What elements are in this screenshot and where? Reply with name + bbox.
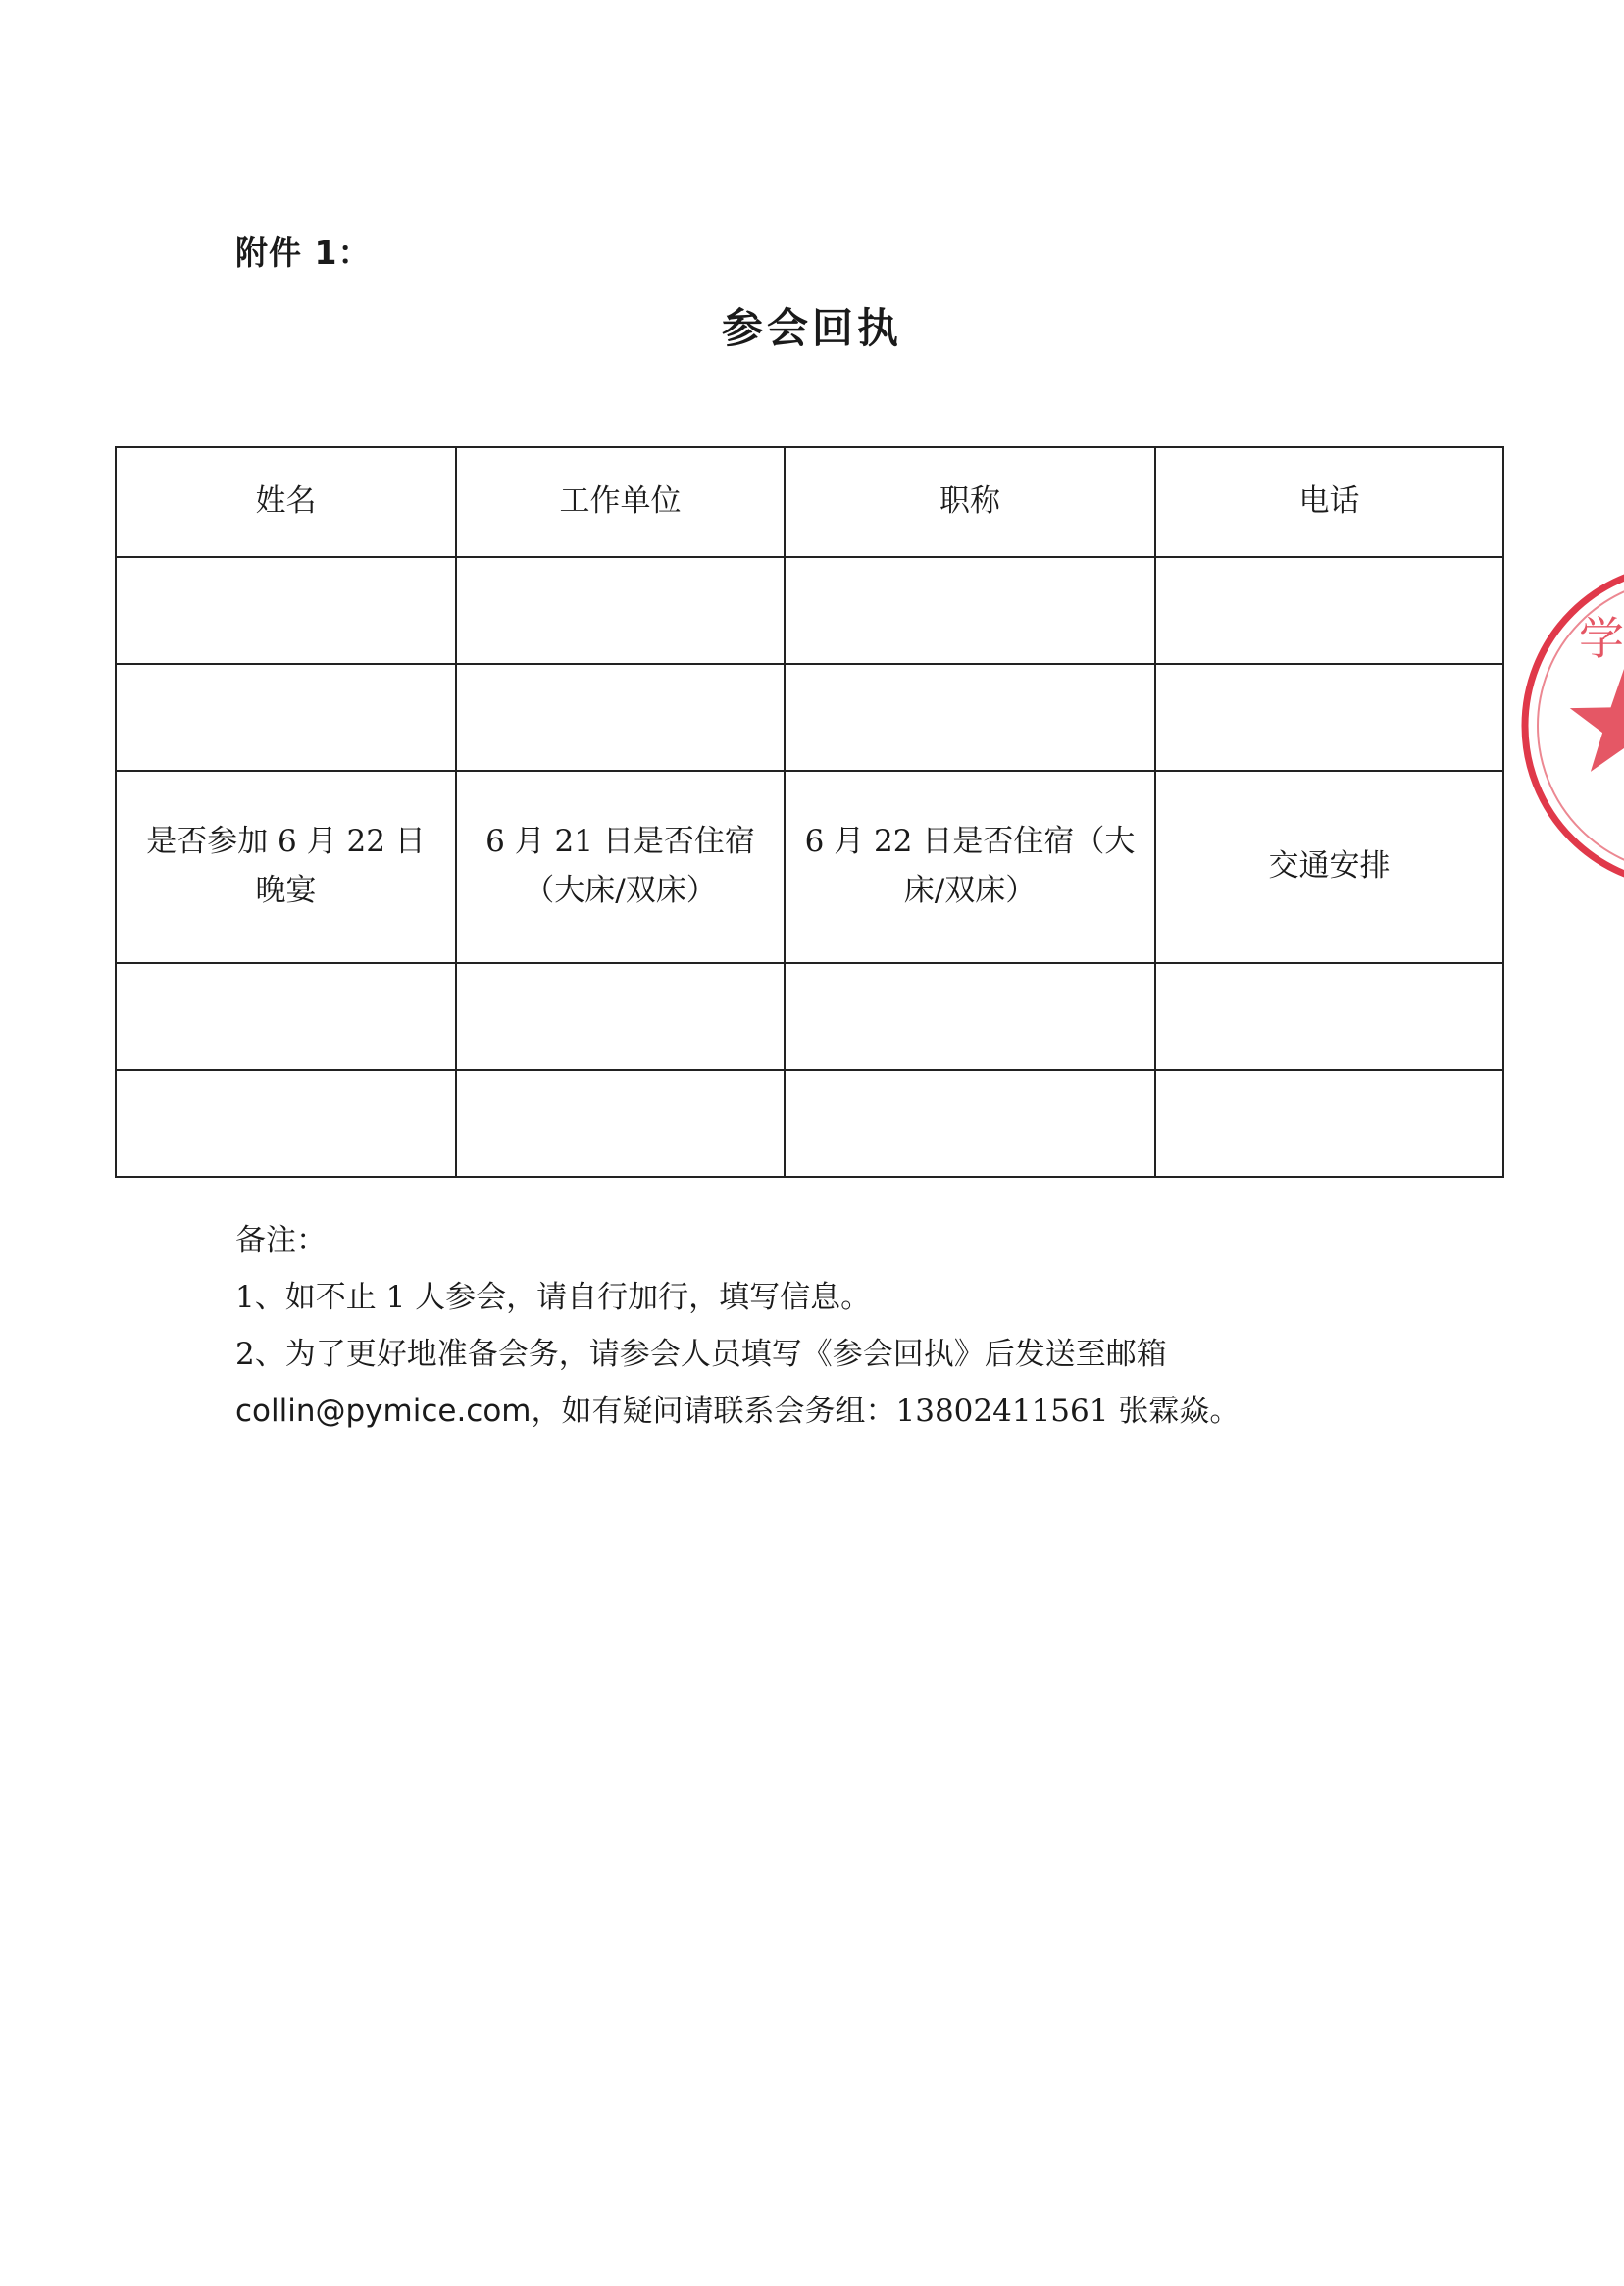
blank-cell[interactable]	[1155, 557, 1503, 664]
question-dinner	[116, 771, 456, 963]
notes-heading: 备注：	[235, 1223, 327, 1258]
question-lodging-22	[785, 771, 1155, 963]
blank-cell[interactable]	[116, 557, 456, 664]
table-row	[116, 664, 1503, 771]
question-row	[116, 771, 1503, 963]
header-job-title: 职称	[785, 447, 1155, 557]
notes-line-3	[235, 1383, 1240, 1440]
receipt-table	[115, 446, 1504, 1178]
header-name: 姓名	[116, 447, 456, 557]
attachment-label: 附件 1：	[235, 233, 372, 272]
table-row	[116, 963, 1503, 1070]
question-lodging-21	[456, 771, 785, 963]
question-transport	[1155, 771, 1503, 963]
blank-cell[interactable]	[785, 557, 1155, 664]
contact-email: collin@pymice.com	[235, 1394, 532, 1429]
blank-cell[interactable]	[116, 1070, 456, 1177]
table-row	[116, 557, 1503, 664]
document-title: 参会回执	[721, 304, 902, 352]
blank-cell[interactable]	[456, 557, 785, 664]
blank-cell[interactable]	[456, 1070, 785, 1177]
notes-section	[235, 1212, 1240, 1440]
notes-line-2: 2、为了更好地准备会务，请参会人员填写《参会回执》后发送至邮箱	[235, 1337, 1167, 1372]
question-line: 6 月 22 日是否住宿（大	[804, 824, 1136, 860]
blank-cell[interactable]	[785, 664, 1155, 771]
blank-cell[interactable]	[1155, 963, 1503, 1070]
official-seal	[1518, 554, 1624, 897]
seal-text: 学	[1579, 612, 1624, 665]
question-line: （大床/双床）	[524, 873, 717, 908]
seal-icon	[1518, 554, 1624, 897]
blank-cell[interactable]	[785, 1070, 1155, 1177]
table-header-row	[116, 447, 1503, 557]
notes-line-1: 1、如不止 1 人参会，请自行加行，填写信息。	[235, 1280, 872, 1315]
blank-cell[interactable]	[116, 664, 456, 771]
blank-cell[interactable]	[1155, 664, 1503, 771]
question-line: 6 月 21 日是否住宿	[485, 824, 755, 860]
table-row	[116, 1070, 1503, 1177]
blank-cell[interactable]	[116, 963, 456, 1070]
header-phone: 电话	[1155, 447, 1503, 557]
blank-cell[interactable]	[456, 664, 785, 771]
question-line: 交通安排	[1268, 848, 1391, 885]
header-employer: 工作单位	[456, 447, 785, 557]
question-line: 是否参加 6 月 22 日	[146, 824, 426, 860]
blank-cell[interactable]	[785, 963, 1155, 1070]
question-line: 晚宴	[255, 873, 317, 908]
contact-info: ，如有疑问请联系会务组：13802411561 张霖焱。	[531, 1394, 1241, 1429]
blank-cell[interactable]	[456, 963, 785, 1070]
question-line: 床/双床）	[903, 873, 1037, 908]
blank-cell[interactable]	[1155, 1070, 1503, 1177]
